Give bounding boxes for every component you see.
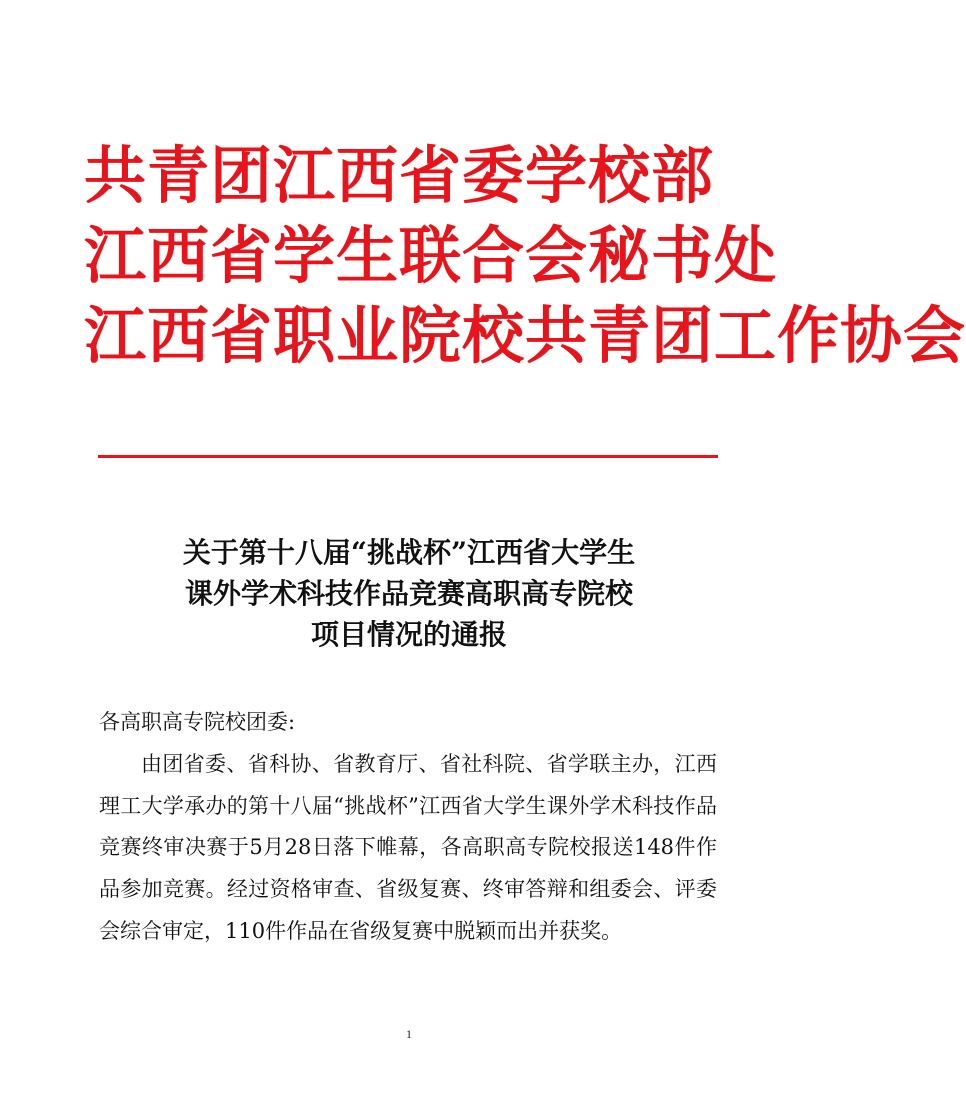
issuing-organizations-header: [84, 136, 966, 376]
page-number: 1: [406, 1027, 412, 1041]
org-name-line-2: 江西省学生联合会秘书处: [84, 219, 778, 292]
title-line-2: 课外学术科技作品竞赛高职高专院校: [184, 577, 633, 610]
document-title: [84, 532, 734, 655]
title-line-1: 关于第十八届“挑战杯”江西省大学生: [182, 536, 636, 569]
org-name-line-1: 共青团江西省委学校部: [84, 139, 715, 212]
salutation: 各高职高专院校团委:: [99, 710, 296, 734]
document-body: [99, 702, 717, 953]
title-line-3: 项目情况的通报: [310, 618, 507, 651]
red-divider-line: [98, 455, 718, 458]
body-paragraph: 由团省委、省科协、省教育厅、省社科院、省学联主办，江西理工大学承办的第十八届“挑战杯”江西省大学生课外学术科技作品竞赛终审决赛于5月28日落下帷幕，各高职高专院校报送148件作品参加竞赛。经过资格审查、省级复赛、终审答辩和组委会、评委会综合审定，110件作品在省级复赛中脱颖而出并获奖。: [99, 751, 717, 943]
org-name-line-3: 江西省职业院校共青团工作协会: [84, 299, 966, 372]
